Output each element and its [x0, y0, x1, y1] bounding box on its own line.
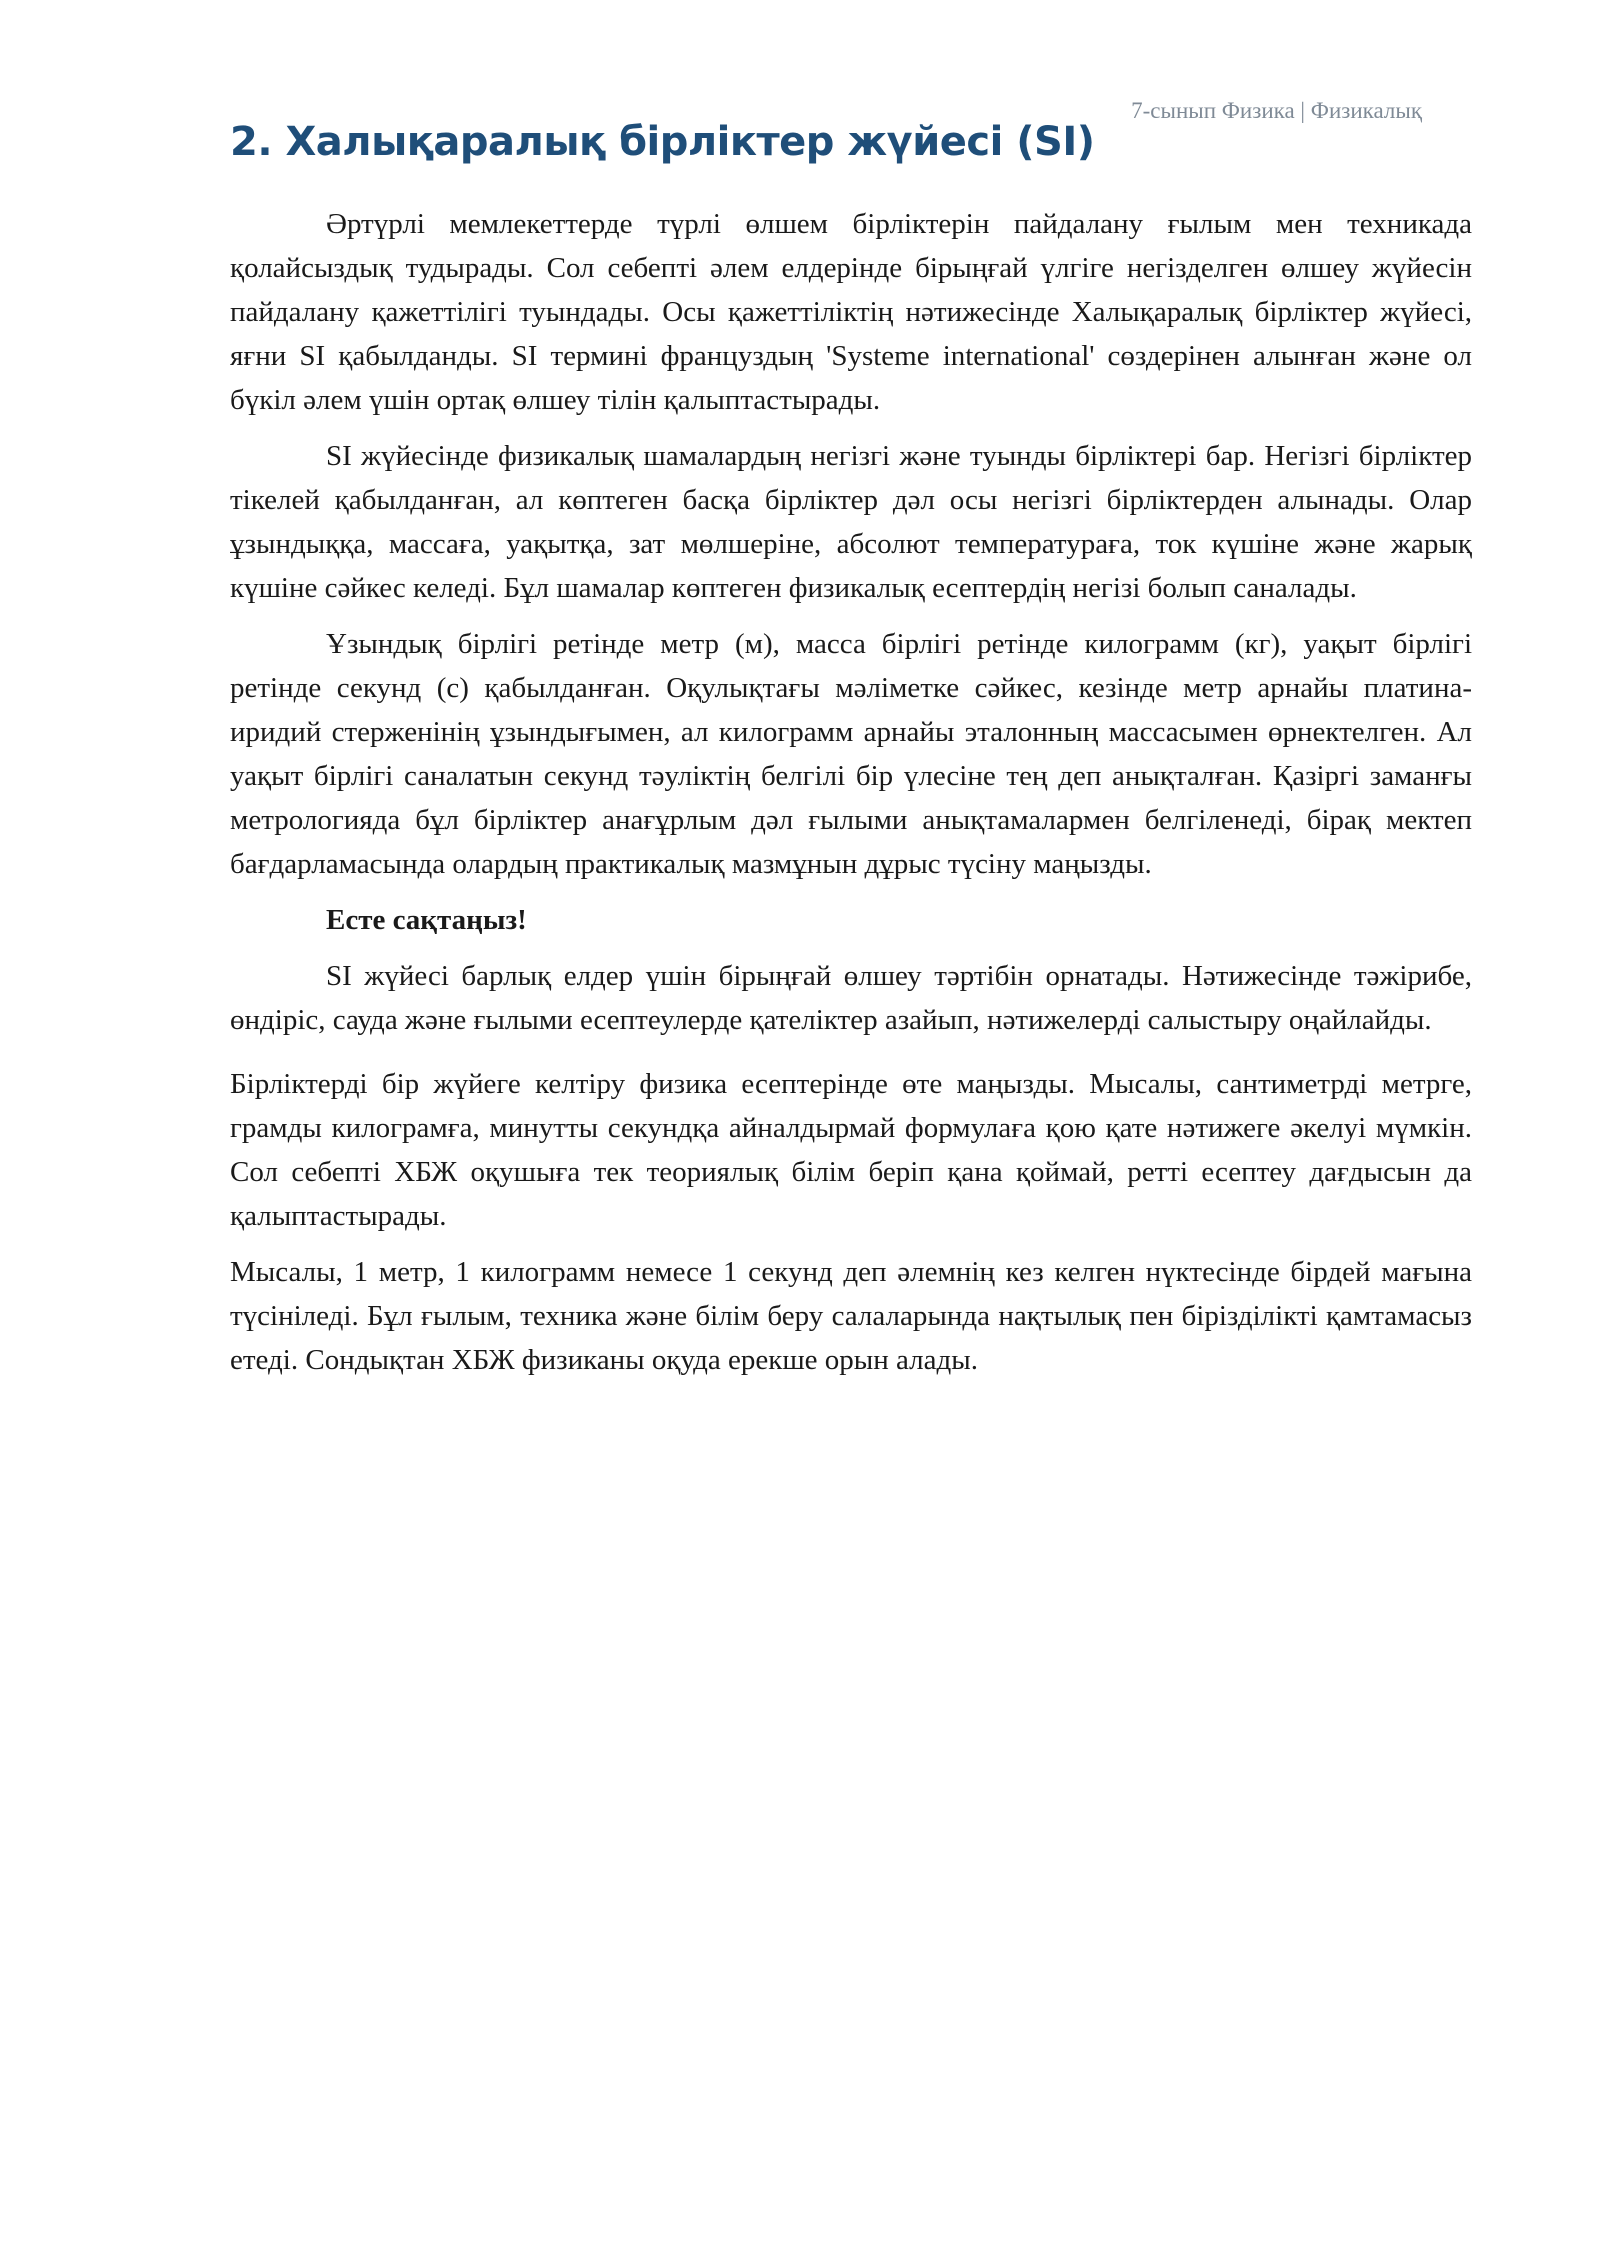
paragraph-intro: Әртүрлі мемлекеттерде түрлі өлшем бірліктерін пайдалану ғылым мен техникада қолайсыздық тудырады. Сол себепті әлем елдерінде бірыңғай үлгіге негізделген өлшеу жүйесін пайдалану қажеттілігі туындады. Осы қажеттіліктің нәтижесінде Халықаралық бірліктер жүйесі, яғни SI қабылданды. SI термині француздың 'Systeme international' сөздерінен алынған және ол бүкіл әлем үшін ортақ өлшеу тілін қалыптастырады. [230, 208, 1472, 416]
paragraph-units-overview: SI жүйесінде физикалық шамалардың негізгі және туынды бірліктері бар. Негізгі бірліктер тікелей қабылданған, ал көптеген басқа бірліктер дәл осы негізгі бірліктерден алынады. Олар ұзындыққа, массаға, уақытқа, зат мөлшеріне, абсолют температураға, ток күшіне және жарық күшіне сәйкес келеді. Бұл шамалар көптеген физикалық есептердің негізі болып саналады. [230, 440, 1472, 604]
paragraph-example: Мысалы, 1 метр, 1 килограмм немесе 1 секунд деп әлемнің кез келген нүктесінде бірдей мағына түсініледі. Бұл ғылым, техника және білім беру салаларында нақтылық пен бірізділікті қамтамасыз етеді. Сондықтан ХБЖ физиканы оқуда ерекше орын алады. [230, 1256, 1472, 1376]
paragraph-conversion: Бірліктерді бір жүйеге келтіру физика есептерінде өте маңызды. Мысалы, сантиметрді метрге, грамды килограмға, минутты секундқа айналдырмай формулаға қою қате нәтижеге әкелуі мүмкін. Сол себепті ХБЖ оқушыға тек теориялық білім беріп қана қоймай, ретті есептеу дағдысын да қалыптастырады. [230, 1068, 1472, 1232]
running-header: 7-сынып Физика | Физикалық [1131, 98, 1422, 123]
paragraph-remember: SI жүйесі барлық елдер үшін бірыңғай өлшеу тәртібін орнатады. Нәтижесінде тәжірибе, өндіріс, сауда және ғылыми есептеулерде қателіктер азайып, нәтижелерді салыстыру оңайлайды. [230, 960, 1472, 1036]
remember-heading: Есте сақтаңыз! [326, 904, 527, 936]
page-title: 2. Халықаралық бірліктер жүйесі (SI) [230, 119, 1095, 165]
paragraph-base-units: Ұзындық бірлігі ретінде метр (м), масса бірлігі ретінде килограмм (кг), уақыт бірлігі ретінде секунд (с) қабылданған. Оқулықтағы мәліметке сәйкес, кезінде метр арнайы платина-иридий стерженінің ұзындығымен, ал килограмм арнайы эталонның массасымен өрнектелген. Ал уақыт бірлігі саналатын секунд тәуліктің белгілі бір үлесіне тең деп анықталған. Қазіргі заманғы метрологияда бұл бірліктер анағұрлым дәл ғылыми анықтамалармен белгіленеді, бірақ мектеп бағдарламасында олардың практикалық мазмұнын дұрыс түсіну маңызды. [230, 628, 1472, 880]
document-body [230, 202, 1472, 1394]
